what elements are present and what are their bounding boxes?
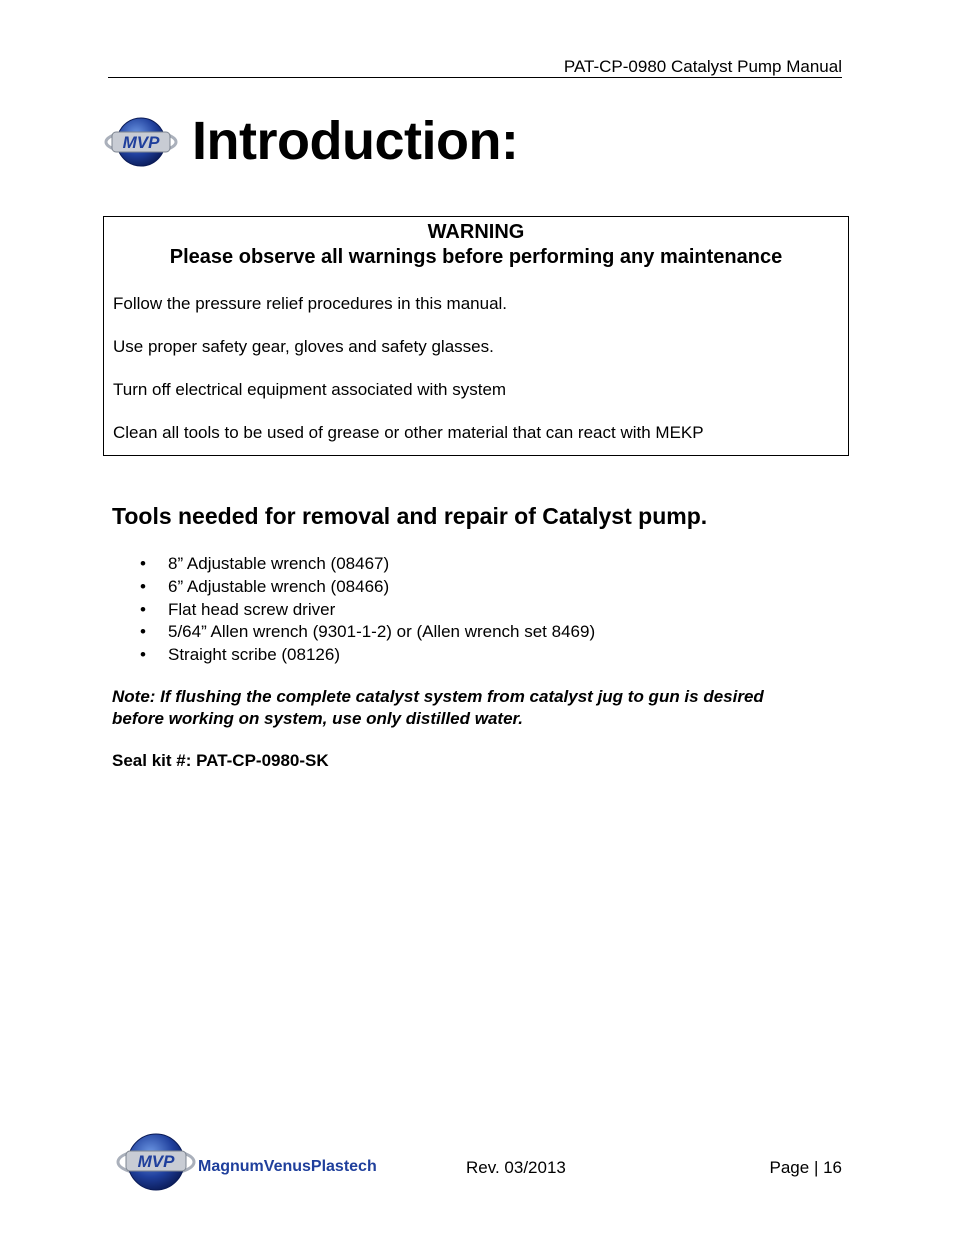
list-item: • 8” Adjustable wrench (08467) — [140, 553, 595, 576]
warning-box — [103, 216, 849, 456]
manual-title: PAT-CP-0980 Catalyst Pump Manual — [563, 57, 842, 76]
warning-item: Use proper safety gear, gloves and safety glasses. — [113, 337, 494, 356]
mvp-logo — [104, 113, 178, 171]
list-item: • 6” Adjustable wrench (08466) — [140, 576, 595, 599]
note-line: Note: If flushing the complete catalyst system from catalyst jug to gun is desired — [112, 687, 764, 706]
header-rule — [108, 77, 842, 78]
tools-list — [140, 553, 595, 667]
tools-heading: Tools needed for removal and repair of Catalyst pump. — [112, 503, 708, 529]
bullet-icon: • — [140, 554, 146, 573]
warning-item: Turn off electrical equipment associated with system — [113, 380, 507, 399]
warning-item: Clean all tools to be used of grease or other material that can react with MEKP — [113, 423, 704, 442]
list-item: • Flat head screw driver — [140, 599, 595, 622]
page-title: Introduction: — [192, 111, 519, 171]
warning-subheading: Please observe all warnings before performing any maintenance — [169, 246, 783, 268]
logo-badge-text: MVP — [137, 1152, 175, 1171]
bullet-icon: • — [140, 576, 146, 596]
list-item: • 5/64” Allen wrench (9301-1-2) or (Allen wrench set 8469) — [140, 621, 595, 644]
seal-kit: Seal kit #: PAT-CP-0980-SK — [112, 751, 329, 770]
revision-date: Rev. 03/2013 — [466, 1158, 566, 1177]
note — [112, 686, 852, 730]
bullet-icon: • — [140, 622, 146, 642]
warning-item: Follow the pressure relief procedures in this manual. — [113, 294, 508, 313]
magnum-venus-plastech-logo — [116, 1130, 416, 1194]
logo-wordmark: MagnumVenusPlastech — [198, 1158, 377, 1175]
note-line: before working on system, use only distilled water. — [112, 709, 523, 728]
warning-heading: WARNING — [427, 221, 525, 243]
logo-text: MVP — [122, 133, 160, 152]
bullet-icon: • — [140, 645, 146, 665]
list-item: • Straight scribe (08126) — [140, 644, 595, 667]
page-number: Page | 16 — [769, 1158, 842, 1177]
bullet-icon: • — [140, 599, 146, 619]
